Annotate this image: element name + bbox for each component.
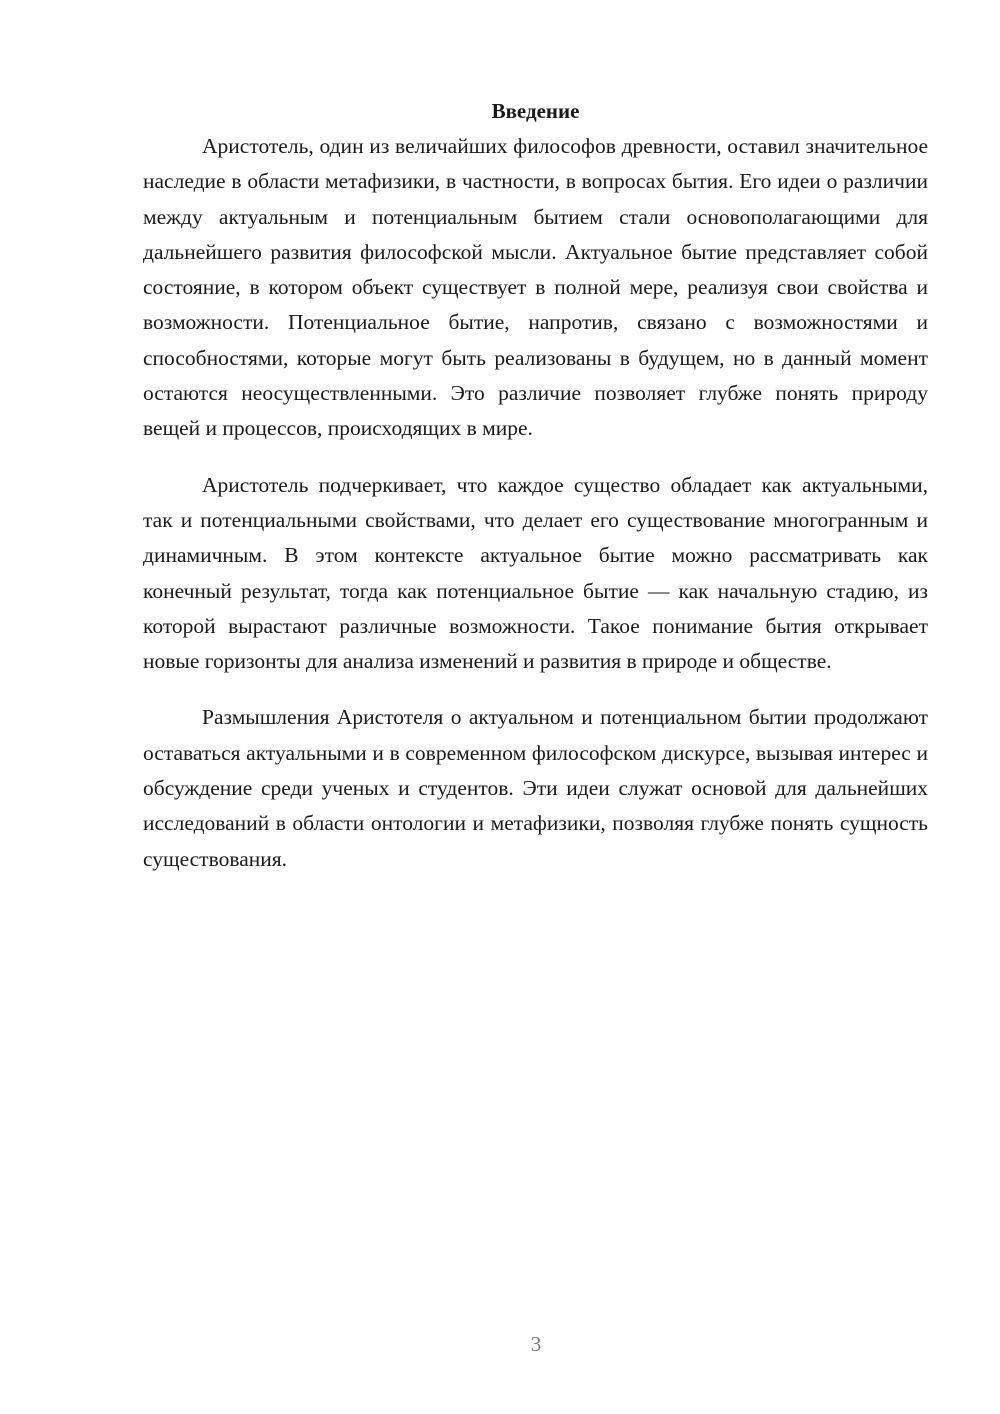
paragraph-3: Размышления Аристотеля о актуальном и потенциальном бытии продолжают оставаться актуальными и в современном философском дискурсе, вызывая интерес и обсуждение среди ученых и студентов. Эти идеи служат основой для дальнейших исследований в области онтологии и метафизики, позволяя глубже понять сущность существования. xyxy=(143,705,928,871)
page-content xyxy=(143,94,928,877)
page-number: 3 xyxy=(530,1332,542,1356)
paragraph-1: Аристотель, один из величайших философов древности, оставил значительное наследие в области метафизики, в частности, в вопросах бытия. Его идеи о различии между актуальным и потенциальным бытием стали основополагающими для дальнейшего развития философской мысли. Актуальное бытие представляет собой состояние, в котором объект существует в полной мере, реализуя свои свойства и возможности. Потенциальное бытие, напротив, связано с возможностями и способностями, которые могут быть реализованы в будущем, но в данный момент остаются неосуществленными. Это различие позволяет глубже понять природу вещей и процессов, происходящих в мире. xyxy=(143,134,928,441)
section-heading: Введение xyxy=(491,99,580,123)
paragraph-2: Аристотель подчеркивает, что каждое существо обладает как актуальными, так и потенциальными свойствами, что делает его существование многогранным и динамичным. В этом контексте актуальное бытие можно рассматривать как конечный результат, тогда как потенциальное бытие — как начальную стадию, из которой вырастают различные возможности. Такое понимание бытия открывает новые горизонты для анализа изменений и развития в природе и обществе. xyxy=(143,472,928,674)
